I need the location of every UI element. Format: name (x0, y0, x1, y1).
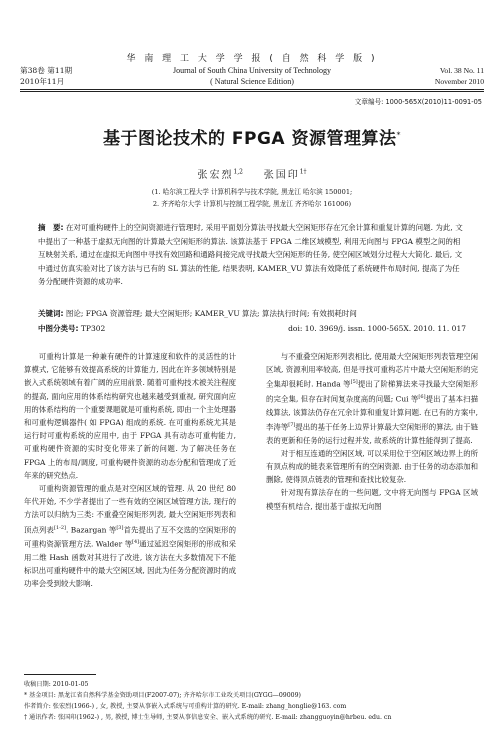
affiliation-2: 2. 齐齐哈尔大学 计算机与控制工程学院, 黑龙江 齐齐哈尔 161006) (152, 200, 352, 208)
body-paragraph: 针对现有算法存在的一些问题, 文中将无向图与 FPGA 区域模型有机结合, 提出基于虚拟无向图 (266, 488, 478, 511)
keywords-text: 图论; FPGA 资源管理; 最大空闲矩形; KAMER_VU 算法; 算法执行时间; 有效损耗时间 (65, 309, 357, 318)
volume-info-en: Vol. 38 No. 11 November 2010 (434, 66, 484, 86)
footnote-author-bio: 作者简介: 张宏烈(1966-) , 女, 教授, 主要从事嵌入式系统与可重构计算的研究. E-mail: zhang_honglie@163. com (24, 703, 347, 710)
keywords-label: 关键词: (38, 309, 64, 318)
body-paragraph: 与不重叠空闲矩形列表相比, 使用最大空闲矩形列表管理空闲区域, 资源利用率较高, 但是寻找可重构芯片中最大空闲矩形的完全集却很耗时. Handa 等[5]提出了阶梯算法来寻找最大空闲矩形的完全集, 但存在时间复杂度高的问题; Cui 等[6]提出了基本扫描线算法, 该算法仍存在冗余计算和重复计算问题. 在已有的方案中, 李涛等[7]提出的基于任务上边界计算最大空闲矩形的算法, 由于链表的更新和任务的运行过程并发, 故系统的计算性能得到了提高. (266, 352, 478, 445)
footnotes (24, 679, 484, 723)
volume-info-cn: 第38卷 第11期 2010年11月 (20, 66, 73, 86)
journal-header (20, 53, 484, 87)
footnote-fund: * 基金项目: 黑龙江省自然科学基金资助项目(F2007-07); 齐齐哈尔市工业攻关项目(GYGG—09009) (24, 692, 301, 699)
citation: [1-2] (54, 524, 66, 531)
footnote-rule (24, 674, 96, 675)
citation: [5] (350, 379, 358, 386)
citation: [4] (132, 539, 140, 546)
body-paragraph: 可重构计算是一种兼有硬件的计算速度和软件的灵活性的计算模式, 它能够有效提高系统的计算能力, 因此在许多领域特别是嵌入式系统领域有着广阔的应用前景. 随着可重构技术被关注程度的提高, 面向应用的体系结构研究也越来越受到重视, 研究面向应用的体系结构的一个重要课题就是可重构系统, 即由一个主处理器和可重构逻辑器件( 如 FPGA) 组成的系统. 在可重构系统尤其是运行时可重构系统的应用中, 由于 FPGA 具有动态可重构能力, 可重构硬件资源的实时变化带来了新的问题. 为了解决任务在 FPGA 上的布局/调度, 可重构硬件资源的动态分配和管理成了近年来的研究热点. (24, 352, 236, 480)
paper-title: 基于图论技术的 FPGA 资源管理算法* (102, 129, 402, 149)
header-rule-top (20, 89, 484, 90)
abstract (38, 221, 466, 289)
doi: doi: 10. 3969/j. issn. 1000-565X. 2010. 11. 017 (288, 324, 466, 333)
journal-name-cn: 华 南 理 工 大 学 学 报 ( 自 然 科 学 版 ) (126, 54, 378, 64)
header-rule-bottom (20, 91, 484, 92)
body-paragraph: 对于相互连通的空闲区域, 可以采用位于空闲区域边界上的所有顶点构成的链表来管理所有的空闲资源. 由于任务的动态添加和删除, 使得顶点链表的管理和查找比较复杂. (266, 448, 478, 485)
author-2: 张国印 (263, 170, 300, 181)
abstract-label: 摘 要: (38, 223, 64, 232)
classification-value: TP302 (80, 324, 106, 333)
author-list: 张宏烈$^{1,2}$ 张国印$^{1\dagger}$ (197, 168, 307, 181)
body-right-column (266, 350, 478, 513)
author-1: 张宏烈 (197, 170, 234, 181)
journal-edition-en: ( Natural Science Edition) (210, 77, 294, 86)
keywords (38, 307, 466, 321)
body-paragraph: 可重构资源管理的重点是对空闲区域的管理. 从 20 世纪 80 年代开始, 不少学者提出了一些有效的空闲区域管理方法, 现行的方法可以归纳为三类: 不重叠空闲矩形列表, 最大空闲矩形列表和顶点列表[1-2]. Bazargan 等[3]首先提出了互不交迭的空闲矩形的可重构资源管理方法. Walder 等[4]通过延迟空闲矩形的形成和采用二维 Hash 函数对其进行了改进, 该方法在大多数情况下不能标识出可重构硬件中的最大空闲区域, 因此为任务分配资源时的成功率会受到较大影响. (24, 484, 236, 589)
classification (38, 322, 105, 336)
citation: [6] (418, 394, 426, 401)
footnote-received: 收稿日期: 2010-01-05 (24, 681, 89, 688)
affiliation-1: (1. 哈尔滨工程大学 计算机科学与技术学院, 黑龙江 哈尔滨 150001; (151, 188, 353, 196)
footnote-corresponding: † 通讯作者: 张国印(1962-) , 男, 教授, 博士生导师, 主要从事信息安全、嵌入式系统的研究. E-mail: zhangguoyin@hrbeu. edu. cn (24, 714, 392, 721)
journal-name (20, 53, 484, 87)
citation: [7] (288, 421, 296, 428)
abstract-text: 在对可重构硬件上的空间资源进行管理时, 采用平面划分算法寻找最大空闲矩形存在冗余计算和重复计算的问题. 为此, 文中提出了一种基于虚拟无向图的计算最大空闲矩形的算法. 该算法基于 FPGA 二维区域模型, 利用无向图与 FPGA 模型之间的相互映射关系, 通过在虚拟无向图中寻找有效回路和通路间接完成寻找最大空闲矩形的任务, 使空闲区域划分过程大大简化. 最后, 文中通过仿真实验对比了该方法与已有的 SL 算法的性能, 结果表明, KAMER_VU 算法有效降低了系统硬件布局时间, 提高了为任务分配硬件资源的成功率. (38, 223, 463, 286)
citation: [3] (116, 524, 124, 531)
classification-label: 中图分类号: (38, 324, 79, 333)
body-left-column (24, 350, 236, 591)
journal-name-en: Journal of South China University of Technology (173, 66, 331, 75)
article-number: 文章编号: 1000-565X(2010)11-0091-05 (354, 98, 482, 106)
